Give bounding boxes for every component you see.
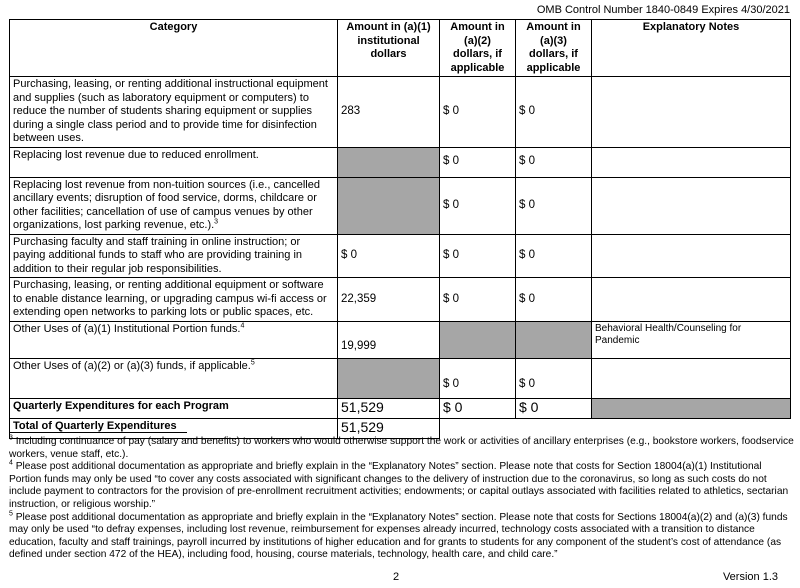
table-row: [10, 234, 791, 278]
footnote-5: [9, 512, 794, 562]
a1-cell: 22,359: [338, 278, 440, 322]
footnote-text: Please post additional documentation as appropriate and briefly explain in the “Explanatory Notes” section. Please note that costs for Sections 18004(a)(2) and (a)(3) funds may only be used “to defray expenses, including lost revenue, reimbursement for expenses already incurred, technology costs associated with a transition to distance education, faculty and staff trainings, payroll incurred by institutions of higher education and for grants to students for any component of the student’s cost of attendance (as defined under section 472 of the HEA), including food, housing, course materials, technology, health care, and child care.”: [9, 511, 788, 561]
a3-cell-shaded: [516, 321, 592, 358]
footnote-number: 5: [9, 510, 13, 518]
category-cell: Purchasing, leasing, or renting additional instructional equipment and supplies (such as laboratory equipment or computers) to reduce the number of students sharing equipment or supplies during a single class period and to provide time for disinfection between uses.: [10, 77, 338, 148]
a3-cell: $ 0: [516, 177, 592, 234]
a1-cell-shaded: [338, 358, 440, 398]
a3-cell: $ 0: [516, 278, 592, 322]
footnote-number: 4: [9, 459, 13, 467]
total-a1: 51,529: [338, 418, 440, 438]
notes-cell: [592, 147, 791, 177]
footnote-4: [9, 461, 794, 511]
category-cell: [10, 321, 338, 358]
a2-cell: $ 0: [440, 278, 516, 322]
table-row: [10, 278, 791, 322]
a1-cell: 283: [338, 77, 440, 148]
category-text: Other Uses of (a)(2) or (a)(3) funds, if applicable.: [13, 359, 251, 372]
footnote-divider: [9, 432, 187, 433]
category-cell: Replacing lost revenue due to reduced enrollment.: [10, 147, 338, 177]
table-row: [10, 77, 791, 148]
notes-cell: [592, 77, 791, 148]
header-row: [10, 20, 791, 77]
a2-header: Amount in (a)(2) dollars, if applicable: [440, 20, 516, 77]
notes-cell: [592, 358, 791, 398]
table-row: [10, 147, 791, 177]
a2-cell-shaded: [440, 321, 516, 358]
a1-cell: $ 0: [338, 234, 440, 278]
a2-cell: $ 0: [440, 358, 516, 398]
footnote-number: 3: [9, 434, 13, 442]
table-row: [10, 321, 791, 358]
table-row: [10, 177, 791, 234]
table-row: [10, 358, 791, 398]
version-label: Version 1.3: [722, 571, 778, 583]
a3-cell: $ 0: [516, 77, 592, 148]
a3-cell: $ 0: [516, 234, 592, 278]
notes-cell: [592, 177, 791, 234]
quarterly-notes-shaded: [592, 398, 791, 418]
a2-cell: $ 0: [440, 77, 516, 148]
a1-cell: 19,999: [338, 321, 440, 358]
category-header: Category: [10, 20, 338, 77]
total-row: [10, 418, 791, 438]
quarterly-row: [10, 398, 791, 418]
footnote-ref: 5: [250, 358, 255, 366]
omb-control-number: OMB Control Number 1840-0849 Expires 4/30/2021: [536, 4, 790, 16]
a1-header: Amount in (a)(1) institutional dollars: [338, 20, 440, 77]
footnote-3: [9, 436, 794, 461]
footnote-text: Please post additional documentation as appropriate and briefly explain in the “Explanatory Notes” section. Please note that costs for Section 18004(a)(1) Institutional Portion funds may only be used “to cover any costs associated with significant changes to the delivery of instruction due to the coronavirus, so long as such costs do not include payment to contractors for the provision of pre-enrollment recruitment activities; endowments; or capital outlays associated with facilities related to athletics, sectarian instruction, or religious worship.”: [9, 461, 789, 510]
a3-header: Amount in (a)(3) dollars, if applicable: [516, 20, 592, 77]
quarterly-a3: $ 0: [516, 398, 592, 418]
category-cell: Purchasing, leasing, or renting additional equipment or software to enable distance learning, or upgrading campus wi-fi access or extending open networks to parking lots or public spaces, etc.: [10, 278, 338, 322]
a3-cell: $ 0: [516, 358, 592, 398]
expenditure-table: [9, 19, 791, 439]
notes-cell: Behavioral Health/Counseling for Pandemic: [592, 321, 791, 358]
category-text: Other Uses of (a)(1) Institutional Portion funds.: [13, 322, 241, 335]
category-cell: Purchasing faculty and staff training in online instruction; or paying additional funds to staff who are providing training in addition to their regular job responsibilities.: [10, 234, 338, 278]
a2-cell: $ 0: [440, 147, 516, 177]
footnotes: [9, 436, 794, 562]
notes-cell: [592, 278, 791, 322]
footnote-ref: 3: [214, 218, 219, 226]
a2-cell: $ 0: [440, 234, 516, 278]
quarterly-a2: $ 0: [440, 398, 516, 418]
category-text: Replacing lost revenue from non-tuition sources (i.e., cancelled ancillary events; disruption of food service, dorms, childcare or other facilities; cancellation of use of campus venues by other organizations, lost parking revenue, etc.).: [13, 178, 320, 231]
a2-cell: $ 0: [440, 177, 516, 234]
a3-cell: $ 0: [516, 147, 592, 177]
quarterly-label: Quarterly Expenditures for each Program: [10, 398, 338, 418]
notes-header: Explanatory Notes: [592, 20, 791, 77]
category-cell: [10, 177, 338, 234]
quarterly-a1: 51,529: [338, 398, 440, 418]
footnote-text: Including continuance of pay (salary and benefits) to workers who would otherwise support the work or activities of ancillary enterprises (e.g., bookstore workers, foodservice workers, venue staff, etc.).: [9, 436, 794, 460]
notes-cell: [592, 234, 791, 278]
a1-cell-shaded: [338, 177, 440, 234]
footnote-ref: 4: [240, 321, 245, 329]
a1-cell-shaded: [338, 147, 440, 177]
page-number: 2: [393, 571, 400, 583]
total-label: Total of Quarterly Expenditures: [10, 418, 338, 438]
category-cell: [10, 358, 338, 398]
